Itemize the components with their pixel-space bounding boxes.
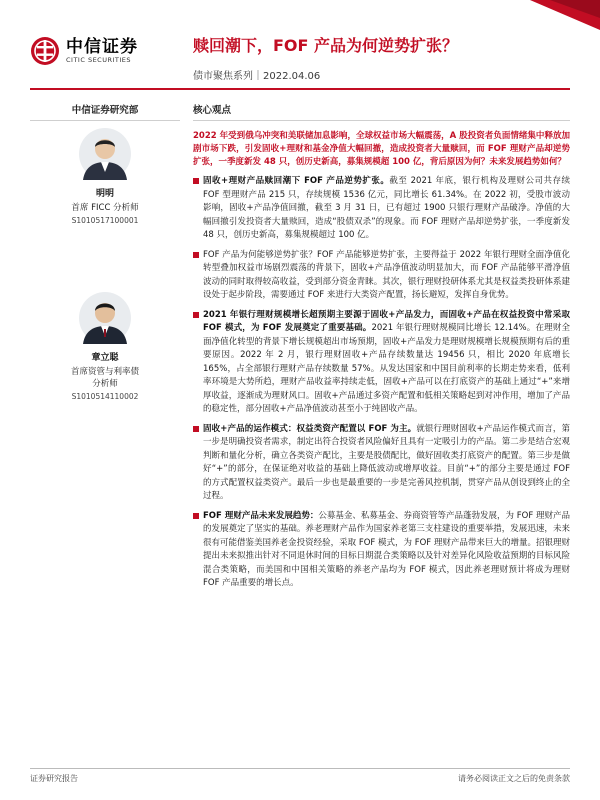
bullet-lead: 2021 年银行理财规模增长超预期主要源于固收+产品发力，而固收+产品在权益投资中常采取 FOF 模式，为 FOF 发展奠定了重要基础。 xyxy=(203,309,570,333)
analyst-role: 首席资管与利率债 分析师 xyxy=(70,367,139,389)
bullet-lead: 固收+产品的运作模式：权益类资产配置以 FOF 为主。 xyxy=(203,423,417,434)
bullet-paragraph xyxy=(193,423,570,504)
analyst-license-id: S1010514110002 xyxy=(71,392,139,401)
analyst-card xyxy=(30,292,180,401)
bullet-lead: FOF 理财产品未来发展趋势： xyxy=(203,510,319,521)
bullet-paragraph xyxy=(193,309,570,417)
bullet-paragraph xyxy=(193,249,570,303)
header-divider xyxy=(30,88,570,90)
summary-paragraph: 2022 年受到俄乌冲突和美联储加息影响，全球权益市场大幅震荡，A 股投资者负面情绪集中释放加剧市场下跌，引发固收+理财和基金净值大幅回撤，造成投资者大量赎回，而 FOF 理财产品却逆势扩张，一季度新发 48 只，创历史新高，募集规模超 100 亿，背后原因为何？未来发展趋势如何？ xyxy=(193,131,570,167)
analyst-name: 章立聪 xyxy=(91,353,119,363)
bullet-body: 截至 2021 年底，银行机构及理财公司共存续 FOF 型理财产品 215 只，存续规模 1536 亿元，同比增长 61.34%。在 2022 初，受股市波动影响，固收+产品净值回撤，截至 3 月 31 日，已有超过 1900 只银行理财产品破净。净值的大幅回撤引发投资者大量赎回，造成“股债双杀”的现象。而 FOF 理财产品却逆势扩张，一季度新发 48 只，创历史新高，募集规模超过 100 亿。 xyxy=(203,176,570,240)
report-title: 赎回潮下，FOF 产品为何逆势扩张？ xyxy=(193,36,459,55)
bullet-paragraph xyxy=(193,175,570,243)
corner-decoration xyxy=(510,0,600,30)
analyst-avatar xyxy=(79,292,131,344)
brand-name-en: CITIC SECURITIES xyxy=(66,55,132,64)
report-subtitle: 债市聚焦系列｜2022.04.06 xyxy=(193,71,321,82)
citic-logo-icon xyxy=(30,36,60,66)
bullet-body: 公募基金、私募基金、券商资管等产品蓬勃发展，为 FOF 理财产品的发展奠定了坚实的基础。养老理财产品作为国家养老第三支柱建设的重要举措，发展迅速，未来很有可能借鉴美国养老金投资经验，采取 FOF 模式，为 FOF 理财产品带来巨大的增量。招银理财提出未来拟推出针对不同退休时间的目标日期混合类策略以及针对差异化风险收益预期的目标风险混合类策略，而美国和中国相关策略的养老产品均为 FOF 模式，因此养老理财预计将成为理财 FOF 产品重要的增长点。 xyxy=(203,510,570,588)
analyst-card xyxy=(30,128,180,225)
analyst-role: 首席 FICC 分析师 xyxy=(71,203,139,213)
research-dept-heading: 中信证券研究部 xyxy=(30,102,180,121)
bullet-body: 就银行理财固收+产品运作模式而言，第一步是明确投资者需求，制定出符合投资者风险偏好且具有一定吸引力的产品。第二步是结合宏观判断和量化分析，确立各类资产配比，主要是股债配比，做好固收类打底资产的配置。第三步是做好“+”的部分，在保证绝对收益的基础上降低波动或增厚收益。目前“+”的部分主要是通过 FOF 的方式配置权益类资产。最后一步也是最重要的一步是完善风控机制，贯穿产品从创设到终止的全过程。 xyxy=(203,423,571,501)
footer-left-text: 证券研究报告 xyxy=(30,774,78,783)
page-footer xyxy=(30,768,570,783)
analyst-sidebar xyxy=(30,102,180,121)
analyst-license-id: S1010517100001 xyxy=(71,216,139,225)
footer-disclaimer-text: 请务必阅读正文之后的免责条款 xyxy=(458,774,570,783)
core-viewpoints-heading: 核心观点 xyxy=(193,102,570,121)
analyst-avatar xyxy=(79,128,131,180)
bullet-lead: 固收+理财产品赎回潮下 FOF 产品逆势扩张。 xyxy=(203,176,390,186)
bullet-body: FOF 产品为何能够逆势扩张？FOF 产品能够逆势扩张，主要得益于 2022 年银行理财全面净值化转型叠加权益市场剧烈震荡的背景下，固收+产品净值波动明显加大，而 FOF 产品能够平滑净值波动的同时取得较高收益，受到部分资金青睐。其次，银行理财投研体系尤其是权益类投研体系建设处于起步阶段，需要通过 FOF 来进行大类资产配置，扬长避短，发挥自身优势。 xyxy=(203,249,570,300)
core-viewpoints xyxy=(193,102,570,591)
bullet-body: 2021 年银行理财规模同比增长 12.14%。在理财全面净值化转型的背景下增长规模超出市场预期，固收+产品发力是理财规模增长规模预期有后的重要原因。2022 年 2 月，银行理财固收+产品存续数量达 19456 只，相比 2020 年底增长 165%，占全部银行理财产品存续数量 57%。从发达国家和中国目前利率的长期走势来看，低利率环境是大势所趋，理财产品收益率持续走低，固收+产品可以在打底资产的基础上通过“+”来增厚收益，逐渐成为理财风口。固收+产品通过多资产配置和低相关策略起到对冲作用，增加了产品的稳定性，部分固收+产品净值波动甚至小于纯固收产品。 xyxy=(203,323,570,414)
brand-logo xyxy=(30,36,138,66)
brand-name-cn: 中信证券 xyxy=(66,36,138,57)
bullet-paragraph xyxy=(193,510,570,591)
analyst-name: 明明 xyxy=(95,189,114,199)
report-header xyxy=(0,0,600,92)
